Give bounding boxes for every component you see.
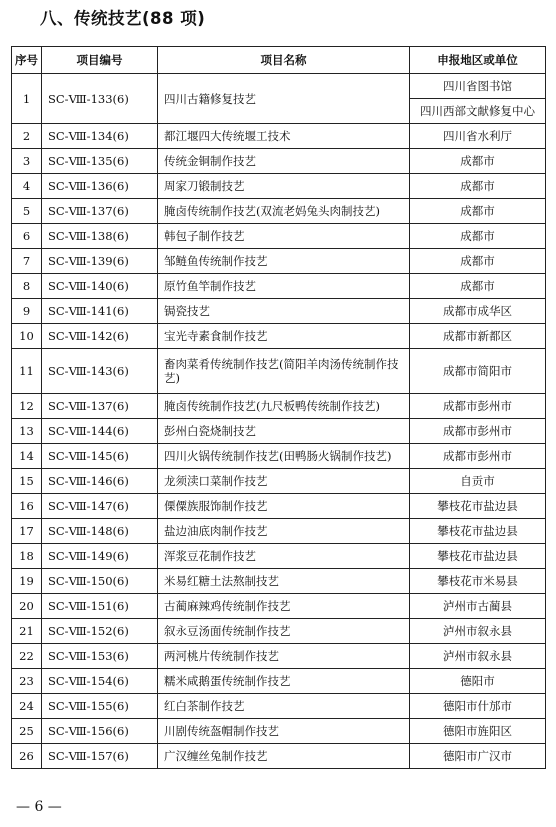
project-name: 四川火锅传统制作技艺(田鸭肠火锅制作技艺) xyxy=(158,444,410,469)
table-row xyxy=(12,644,546,669)
project-name: 锔瓷技艺 xyxy=(158,299,410,324)
project-code: SC-Ⅷ-156(6) xyxy=(42,719,158,744)
row-number: 14 xyxy=(12,444,42,469)
region-unit: 德阳市旌阳区 xyxy=(410,719,546,744)
row-number: 10 xyxy=(12,324,42,349)
project-name: 叙永豆汤面传统制作技艺 xyxy=(158,619,410,644)
row-number: 23 xyxy=(12,669,42,694)
table-row xyxy=(12,719,546,744)
project-name: 韩包子制作技艺 xyxy=(158,224,410,249)
project-name: 红白茶制作技艺 xyxy=(158,694,410,719)
project-name: 川剧传统盔帽制作技艺 xyxy=(158,719,410,744)
project-name: 原竹鱼竿制作技艺 xyxy=(158,274,410,299)
project-name: 广汉缠丝兔制作技艺 xyxy=(158,744,410,769)
table-row xyxy=(12,669,546,694)
project-code: SC-Ⅷ-143(6) xyxy=(42,349,158,394)
region-unit: 德阳市广汉市 xyxy=(410,744,546,769)
table-row xyxy=(12,619,546,644)
table-row xyxy=(12,544,546,569)
project-name: 龙须渎口菜制作技艺 xyxy=(158,469,410,494)
region-unit: 四川西部文献修复中心 xyxy=(410,99,546,124)
region-unit: 德阳市什邡市 xyxy=(410,694,546,719)
table-row xyxy=(12,249,546,274)
project-code: SC-Ⅷ-148(6) xyxy=(42,519,158,544)
project-code: SC-Ⅷ-133(6) xyxy=(42,74,158,124)
table-row xyxy=(12,224,546,249)
table-row xyxy=(12,174,546,199)
table-row xyxy=(12,469,546,494)
project-name: 邹鲢鱼传统制作技艺 xyxy=(158,249,410,274)
table-row xyxy=(12,299,546,324)
row-number: 25 xyxy=(12,719,42,744)
row-number: 2 xyxy=(12,124,42,149)
project-code: SC-Ⅷ-152(6) xyxy=(42,619,158,644)
table-row xyxy=(12,594,546,619)
table-body xyxy=(12,74,546,769)
project-name: 周家刀锻制技艺 xyxy=(158,174,410,199)
header-code: 项目编号 xyxy=(42,47,158,74)
region-unit: 成都市简阳市 xyxy=(410,349,546,394)
row-number: 18 xyxy=(12,544,42,569)
project-code: SC-Ⅷ-137(6) xyxy=(42,394,158,419)
project-code: SC-Ⅷ-154(6) xyxy=(42,669,158,694)
table-row xyxy=(12,694,546,719)
table-row xyxy=(12,569,546,594)
region-unit: 自贡市 xyxy=(410,469,546,494)
region-unit: 成都市 xyxy=(410,274,546,299)
page-number: — 6 — xyxy=(16,799,62,815)
project-code: SC-Ⅷ-151(6) xyxy=(42,594,158,619)
project-name: 彭州白瓷烧制技艺 xyxy=(158,419,410,444)
project-code: SC-Ⅷ-157(6) xyxy=(42,744,158,769)
row-number: 1 xyxy=(12,74,42,124)
row-number: 8 xyxy=(12,274,42,299)
table-row xyxy=(12,494,546,519)
table-row xyxy=(12,744,546,769)
region-unit: 攀枝花市盐边县 xyxy=(410,544,546,569)
row-number: 3 xyxy=(12,149,42,174)
region-unit: 泸州市古蔺县 xyxy=(410,594,546,619)
region-unit: 成都市新都区 xyxy=(410,324,546,349)
project-code: SC-Ⅷ-135(6) xyxy=(42,149,158,174)
row-number: 9 xyxy=(12,299,42,324)
row-number: 21 xyxy=(12,619,42,644)
header-no: 序号 xyxy=(12,47,42,74)
table-row xyxy=(12,199,546,224)
row-number: 26 xyxy=(12,744,42,769)
project-code: SC-Ⅷ-139(6) xyxy=(42,249,158,274)
region-unit: 攀枝花市盐边县 xyxy=(410,494,546,519)
table-row xyxy=(12,394,546,419)
row-number: 16 xyxy=(12,494,42,519)
project-name: 腌卤传统制作技艺(九尺板鸭传统制作技艺) xyxy=(158,394,410,419)
region-unit: 成都市 xyxy=(410,199,546,224)
row-number: 20 xyxy=(12,594,42,619)
project-code: SC-Ⅷ-144(6) xyxy=(42,419,158,444)
project-code: SC-Ⅷ-138(6) xyxy=(42,224,158,249)
project-code: SC-Ⅷ-142(6) xyxy=(42,324,158,349)
region-unit: 成都市 xyxy=(410,174,546,199)
region-unit: 四川省水利厅 xyxy=(410,124,546,149)
project-code: SC-Ⅷ-149(6) xyxy=(42,544,158,569)
table-row xyxy=(12,124,546,149)
project-name: 两河桃片传统制作技艺 xyxy=(158,644,410,669)
table-row xyxy=(12,324,546,349)
project-name: 腌卤传统制作技艺(双流老妈兔头肉制技艺) xyxy=(158,199,410,224)
project-name: 傈僳族服饰制作技艺 xyxy=(158,494,410,519)
section-title: 八、传统技艺(88 项) xyxy=(40,9,206,28)
row-number: 4 xyxy=(12,174,42,199)
region-unit: 德阳市 xyxy=(410,669,546,694)
project-name: 都江堰四大传统堰工技术 xyxy=(158,124,410,149)
header-row xyxy=(12,47,546,74)
row-number: 6 xyxy=(12,224,42,249)
table-row xyxy=(12,419,546,444)
row-number: 13 xyxy=(12,419,42,444)
project-name: 宝光寺素食制作技艺 xyxy=(158,324,410,349)
project-code: SC-Ⅷ-153(6) xyxy=(42,644,158,669)
region-unit: 成都市彭州市 xyxy=(410,419,546,444)
region-unit: 四川省图书馆 xyxy=(410,74,546,99)
region-unit: 泸州市叙永县 xyxy=(410,619,546,644)
table-row xyxy=(12,444,546,469)
row-number: 22 xyxy=(12,644,42,669)
region-unit: 攀枝花市盐边县 xyxy=(410,519,546,544)
region-unit: 成都市彭州市 xyxy=(410,394,546,419)
region-unit: 泸州市叙永县 xyxy=(410,644,546,669)
header-name: 项目名称 xyxy=(158,47,410,74)
region-unit: 成都市 xyxy=(410,249,546,274)
row-number: 17 xyxy=(12,519,42,544)
project-code: SC-Ⅷ-145(6) xyxy=(42,444,158,469)
region-unit: 成都市 xyxy=(410,224,546,249)
row-number: 11 xyxy=(12,349,42,394)
table-row xyxy=(12,519,546,544)
region-unit: 成都市彭州市 xyxy=(410,444,546,469)
row-number: 7 xyxy=(12,249,42,274)
project-code: SC-Ⅷ-155(6) xyxy=(42,694,158,719)
region-unit: 成都市 xyxy=(410,149,546,174)
project-code: SC-Ⅷ-141(6) xyxy=(42,299,158,324)
project-code: SC-Ⅷ-136(6) xyxy=(42,174,158,199)
row-number: 24 xyxy=(12,694,42,719)
heritage-table xyxy=(11,46,546,769)
project-code: SC-Ⅷ-150(6) xyxy=(42,569,158,594)
region-unit: 成都市成华区 xyxy=(410,299,546,324)
row-number: 5 xyxy=(12,199,42,224)
project-code: SC-Ⅷ-137(6) xyxy=(42,199,158,224)
row-number: 15 xyxy=(12,469,42,494)
project-name: 盐边油底肉制作技艺 xyxy=(158,519,410,544)
region-unit: 攀枝花市米易县 xyxy=(410,569,546,594)
project-code: SC-Ⅷ-134(6) xyxy=(42,124,158,149)
project-name: 浑浆豆花制作技艺 xyxy=(158,544,410,569)
project-name: 畜肉菜肴传统制作技艺(简阳羊肉汤传统制作技艺) xyxy=(158,349,410,394)
table-row xyxy=(12,274,546,299)
project-name: 糯米咸鹅蛋传统制作技艺 xyxy=(158,669,410,694)
project-code: SC-Ⅷ-140(6) xyxy=(42,274,158,299)
row-number: 19 xyxy=(12,569,42,594)
project-name: 四川古籍修复技艺 xyxy=(158,74,410,124)
table-row xyxy=(12,349,546,394)
project-code: SC-Ⅷ-146(6) xyxy=(42,469,158,494)
project-name: 传统金铜制作技艺 xyxy=(158,149,410,174)
project-code: SC-Ⅷ-147(6) xyxy=(42,494,158,519)
project-name: 米易红糖土法熬制技艺 xyxy=(158,569,410,594)
header-region: 申报地区或单位 xyxy=(410,47,546,74)
table-row xyxy=(12,149,546,174)
row-number: 12 xyxy=(12,394,42,419)
project-name: 古蔺麻辣鸡传统制作技艺 xyxy=(158,594,410,619)
table-row xyxy=(12,74,546,99)
